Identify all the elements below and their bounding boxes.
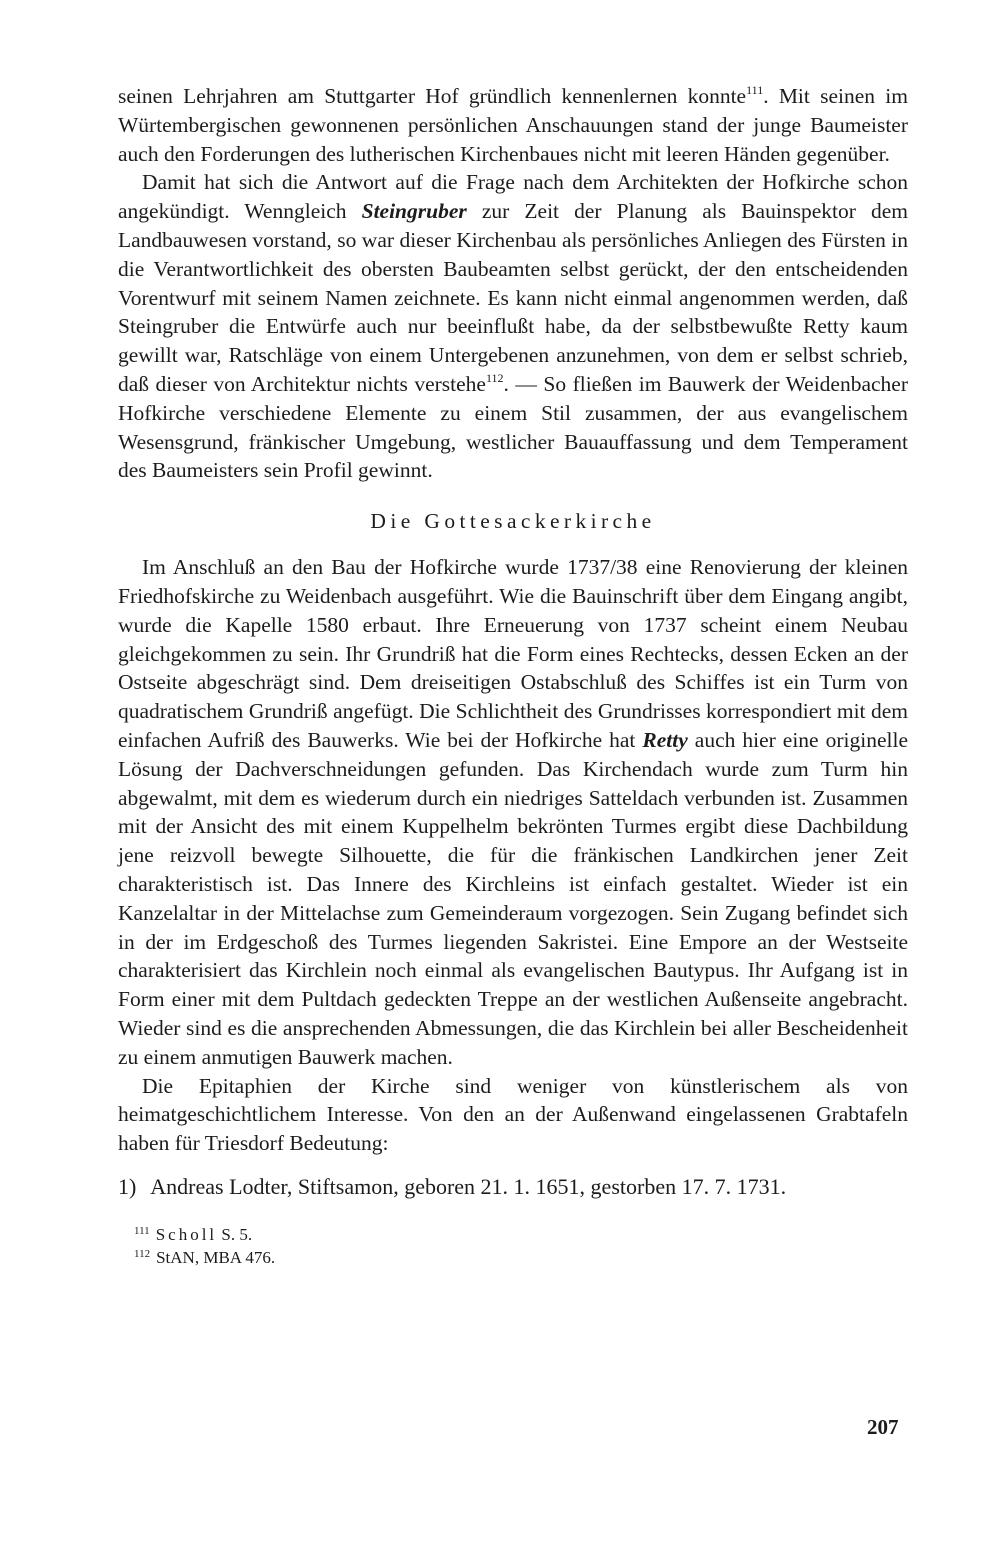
footnotes — [134, 1223, 908, 1269]
paragraph-text: Damit hat sich die Antwort auf die Frage nach dem Architekten der Hofkirche schon angekündigt. Wenngleich — [118, 170, 908, 224]
footnote — [134, 1223, 908, 1246]
paragraph-text: zur Zeit der Planung als Bauinspektor dem Landbauwesen vorstand, so war dieser Kirchenbau als persönliches Anliegen des Fürsten in die Verantwortlichkeit des obersten Baubeamten selbst gerückt, der den entscheidenden Vorentwurf mit seinem Namen zeichnete. Es kann nicht einmal angenommen werden, daß Steingruber die Entwürfe auch nur beeinflußt habe, da der selbstbewußte Retty kaum gewillt war, Ratschläge von einem Untergebenen anzunehmen, von dem er selbst schrieb, daß dieser von Architektur nichts verstehe — [118, 199, 908, 396]
list-item-number: 1) — [118, 1173, 137, 1199]
paragraph-text: . — So fließen im Bauwerk der Weidenbacher Hofkirche verschiedene Elemente zu einem Stil zusammen, der aus evangelischem Wesensgrund, fränkischer Umgebung, westlicher Bauauffassung und dem Temperament des Baumeisters sein Profil gewinnt. — [118, 371, 908, 483]
paragraph-text: Die Epitaphien der Kirche sind weniger von künstlerischem als von heimatgeschichtlichem Interesse. Von den an der Außenwand eingelassenen Grabtafeln haben für Triesdorf Bedeutung: — [118, 1073, 908, 1156]
footnote-author: Scholl — [155, 1224, 218, 1244]
footnote-number: 111 — [134, 1224, 150, 1237]
footnote-text: S. 5. — [217, 1224, 253, 1244]
text-block-intro — [118, 82, 908, 485]
paragraph — [118, 1072, 908, 1158]
paragraph — [118, 82, 908, 168]
paragraph — [118, 168, 908, 485]
footnote-ref: 112 — [485, 370, 504, 385]
paragraph-text: . Mit seinen im Würtembergischen gewonnenen persönlichen Anschauungen stand der junge Baumeister auch den Forderungen des lutherischen Kirchenbaues nicht mit leeren Händen gegenüber. — [118, 84, 908, 166]
paragraph — [118, 553, 908, 1071]
paragraph-text: seinen Lehrjahren am Stuttgarter Hof gründlich kennenlernen konnte — [118, 84, 747, 108]
paragraph-text: auch hier eine originelle Lösung der Dachverschneidungen gefunden. Das Kirchendach wurde zum Turm hin abgewalmt, mit dem es wiederum durch ein niedriges Satteldach verbunden ist. Zusammen mit der Ansicht des mit einem Kuppelhelm bekrönten Turmes ergibt diese Dachbildung jene reizvoll bewegte Silhouette, die für die fränkischen Landkirchen jener Zeit charakteristisch ist. Das Innere des Kirchleins ist einfach gestaltet. Wieder ist ein Kanzelaltar in der Mittelachse zum Gemeinderaum vorgezogen. Sein Zugang befindet sich in der im Erdgeschoß des Turmes liegenden Sakristei. Eine Empore an der Westseite charakterisiert das Kirchlein noch einmal als evangelischen Bautypus. Ihr Aufgang ist in Form einer mit dem Pultdach gedeckten Treppe an der westlichen Außenseite angebracht. Wieder sind es die ansprechenden Abmessungen, die das Kirchlein bei aller Bescheidenheit zu einem anmutigen Bauwerk machen. — [118, 727, 908, 1069]
page-number: 207 — [867, 1415, 899, 1439]
footnote-text: StAN, MBA 476. — [156, 1247, 276, 1267]
footnote-number: 112 — [134, 1247, 151, 1260]
list-item — [118, 1172, 908, 1201]
section-heading: Die Gottesackerkirche — [370, 509, 656, 534]
footnote — [134, 1246, 908, 1269]
emphasized-name: Retty — [642, 727, 688, 752]
emphasized-name: Steingruber — [361, 199, 467, 224]
page-body — [118, 82, 908, 1269]
list-item-text: Andreas Lodter, Stiftsamon, geboren 21. 1. 1651, gestorben 17. 7. 1731. — [150, 1173, 787, 1199]
paragraph-text: Im Anschluß an den Bau der Hofkirche wurde 1737/38 eine Renovierung der kleinen Friedhofskirche zu Weidenbach ausgeführt. Wie die Bauinschrift über dem Eingang angibt, wurde die Kapelle 1580 erbaut. Ihre Erneuerung von 1737 scheint einem Neubau gleichgekommen zu sein. Ihr Grundriß hat die Form eines Rechtecks, dessen Ecken an der Ostseite abgeschrägt sind. Dem dreiseitigen Ostabschluß des Schiffes ist ein Turm von quadratischem Grundriß angefügt. Die Schlichtheit des Grundrisses korrespondiert mit dem einfachen Aufriß des Bauwerks. Wie bei der Hofkirche hat — [118, 555, 908, 752]
text-block-gottesackerkirche — [118, 553, 908, 1158]
footnote-ref: 111 — [746, 83, 764, 97]
